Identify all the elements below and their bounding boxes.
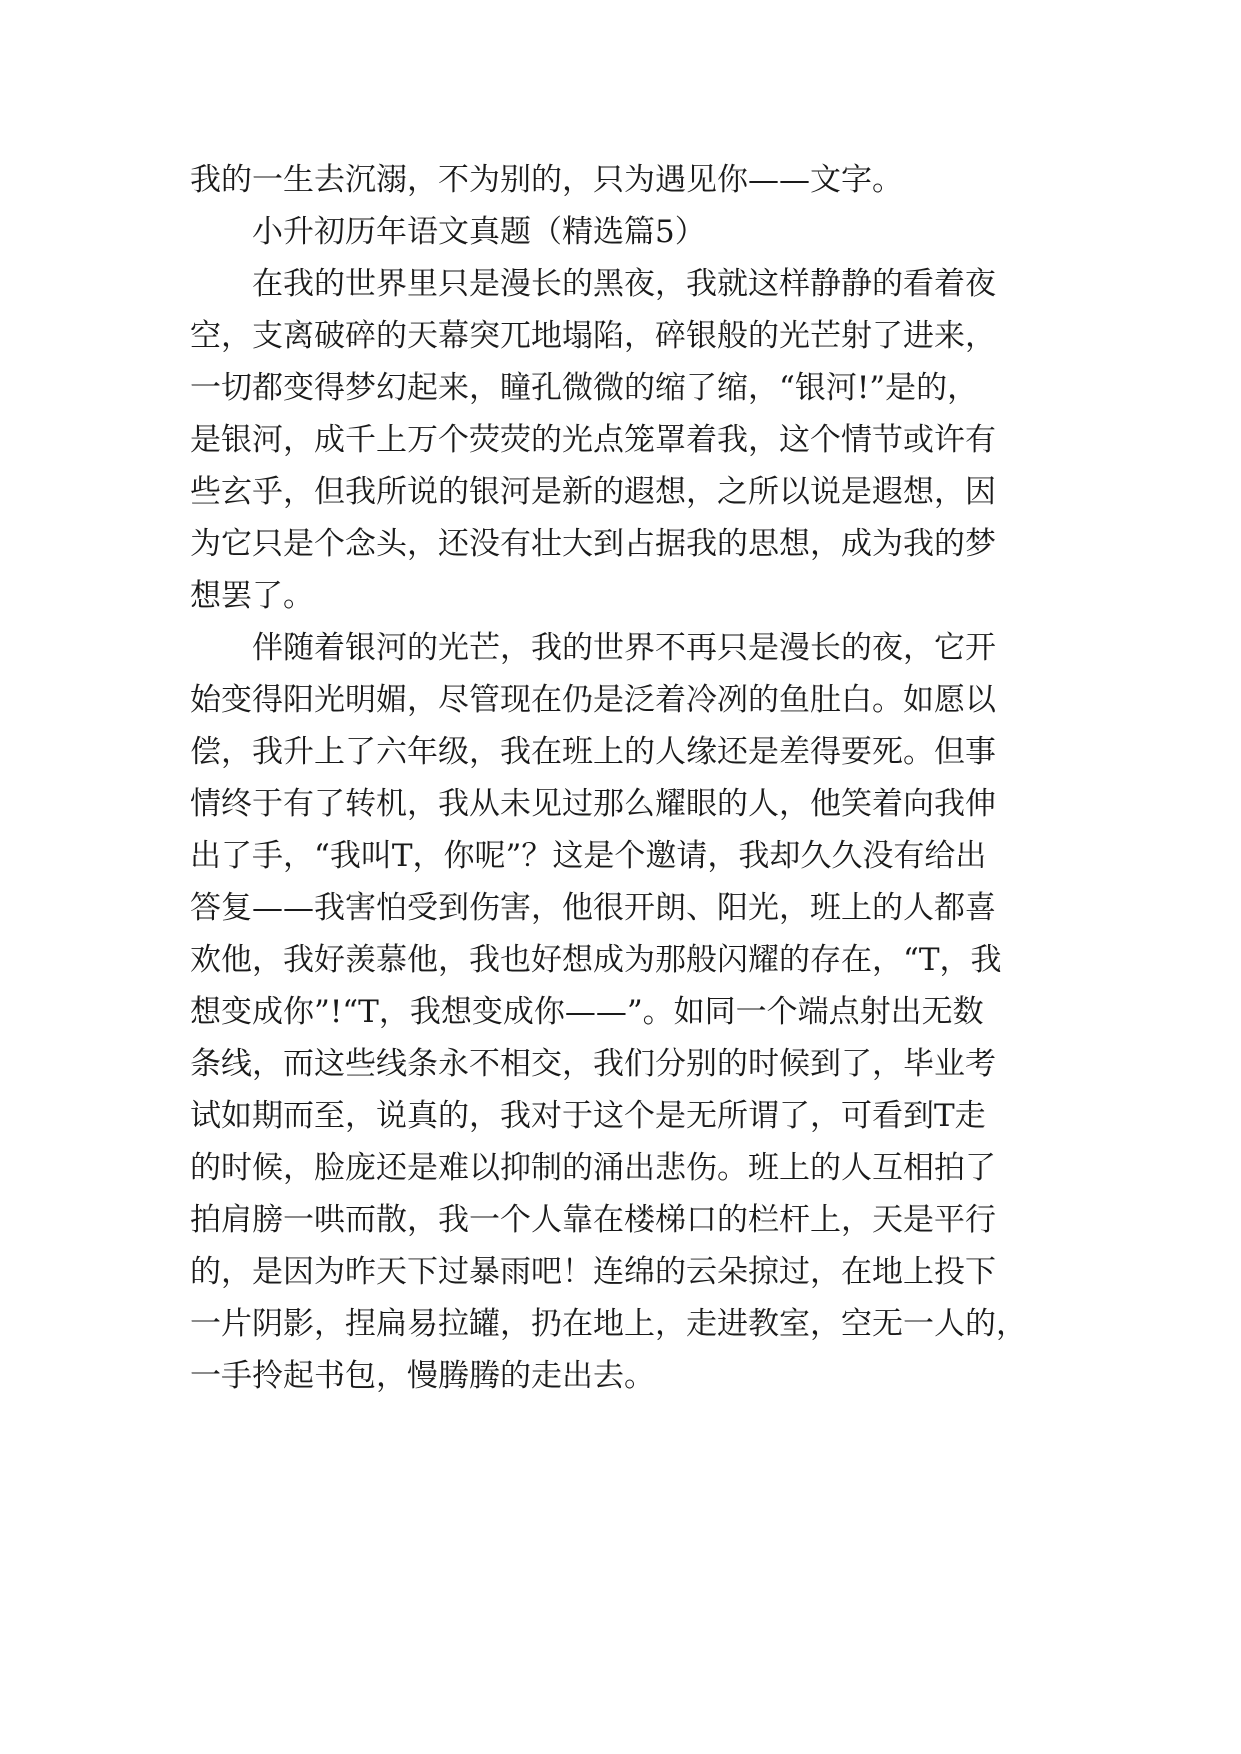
text-line: 为它只是个念头，还没有壮大到占据我的思想，成为我的梦: [190, 526, 996, 562]
text-line: 试如期而至，说真的，我对于这个是无所谓了，可看到T走: [190, 1098, 986, 1134]
article-body: [190, 154, 1060, 1402]
text-line: 伴随着银河的光芒，我的世界不再只是漫长的夜，它开: [252, 630, 996, 666]
text-line: 的，是因为昨天下过暴雨吧！连绵的云朵掠过，在地上投下: [190, 1254, 996, 1290]
text-line: 在我的世界里只是漫长的黑夜，我就这样静静的看着夜: [252, 266, 996, 302]
text-line: 是银河，成千上万个荧荧的光点笼罩着我，这个情节或许有: [190, 422, 996, 458]
text-line: 始变得阳光明媚，尽管现在仍是泛着冷冽的鱼肚白。如愿以: [190, 682, 996, 718]
section-heading: 小升初历年语文真题（精选篇5）: [252, 214, 706, 250]
text-line: 的时候，脸庞还是难以抑制的涌出悲伤。班上的人互相拍了: [190, 1150, 996, 1186]
text-line: 我的一生去沉溺，不为别的，只为遇见你——文字。: [190, 162, 903, 198]
text-line: 一切都变得梦幻起来，瞳孔微微的缩了缩，“银河!”是的，: [190, 370, 979, 406]
text-line: 一手拎起书包，慢腾腾的走出去。: [190, 1358, 655, 1394]
text-line: 想变成你”!“T，我想变成你——”。如同一个端点射出无数: [190, 994, 984, 1030]
text-line: 空，支离破碎的天幕突兀地塌陷，碎银般的光芒射了进来，: [190, 318, 996, 354]
text-line: 出了手，“我叫T，你呢”？这是个邀请，我却久久没有给出: [190, 838, 987, 874]
text-line: 条线，而这些线条永不相交，我们分别的时候到了，毕业考: [190, 1046, 996, 1082]
text-line: 情终于有了转机，我从未见过那么耀眼的人，他笑着向我伸: [190, 786, 996, 822]
text-line: 想罢了。: [190, 578, 314, 614]
text-line: 拍肩膀一哄而散，我一个人靠在楼梯口的栏杆上，天是平行: [190, 1202, 996, 1238]
text-line: 一片阴影，捏扁易拉罐，扔在地上，走进教室，空无一人的，: [190, 1306, 1027, 1342]
text-line: 答复——我害怕受到伤害，他很开朗、阳光，班上的人都喜: [190, 890, 996, 926]
text-line: 欢他，我好羡慕他，我也好想成为那般闪耀的存在，“T，我: [190, 942, 1002, 978]
text-line: 些玄乎，但我所说的银河是新的遐想，之所以说是遐想，因: [190, 474, 996, 510]
text-line: 偿，我升上了六年级，我在班上的人缘还是差得要死。但事: [190, 734, 996, 770]
